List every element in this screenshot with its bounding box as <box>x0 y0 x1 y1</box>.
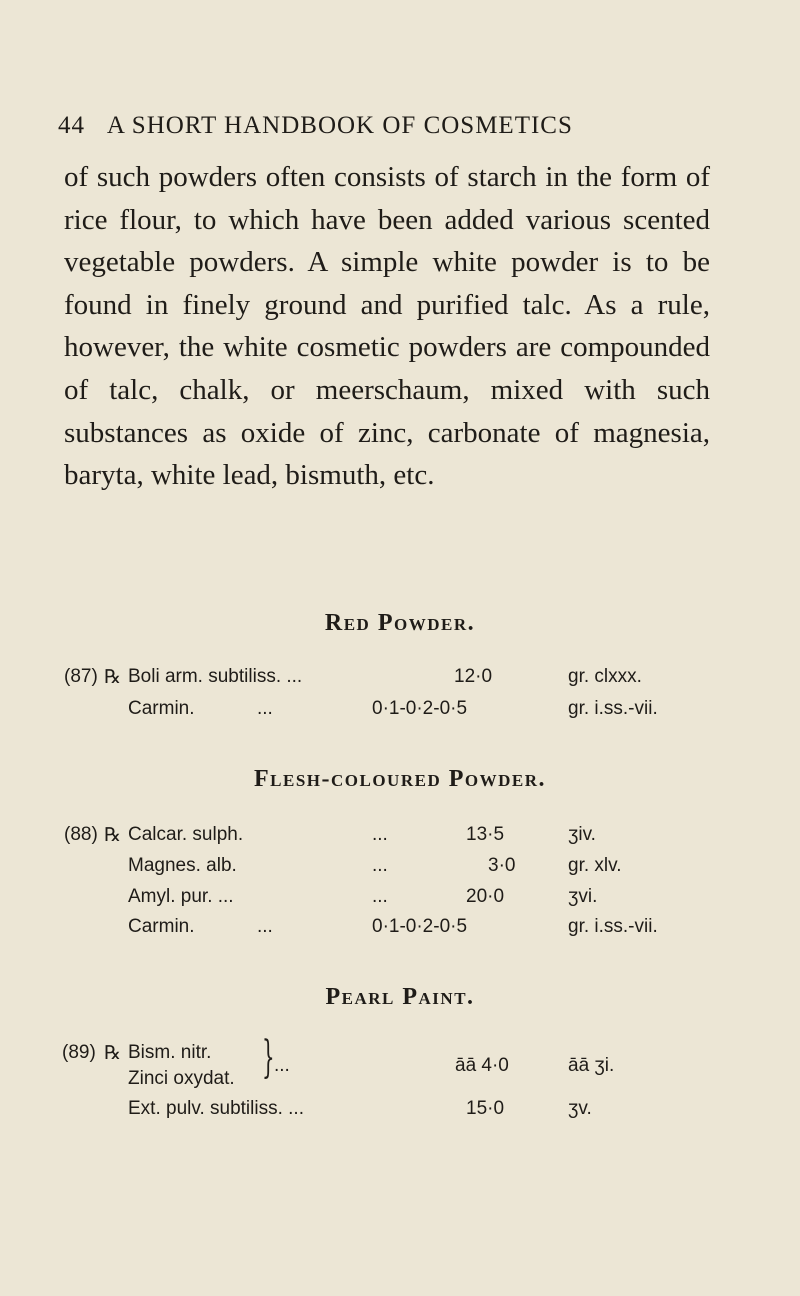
ingredient-name: Carmin. <box>128 698 195 719</box>
ingredient-amount: 0·1-0·2-0·5 <box>372 698 468 719</box>
ingredient-amount: 20·0 <box>466 886 505 907</box>
ingredient-apothecary: ʒiv. <box>568 824 596 845</box>
ingredient-name: Zinci oxydat. <box>128 1068 235 1089</box>
running-head <box>58 112 573 140</box>
ingredient-dots: ... <box>257 916 273 937</box>
ingredient-name: Carmin. <box>128 916 195 937</box>
ingredient-dots: ... <box>372 824 388 845</box>
body-paragraph: of such powders often consists of starch in the form of rice flour, to which have been added various scented vegetable powders. A simple white powder is to be found in finely ground and purified talc. As a rule, however, the white cosmetic powders are compounded of talc, chalk, or meerschaum, mixed with such substances as oxide of zinc, carbonate of magnesia, baryta, white lead, bismuth, etc. <box>64 161 710 492</box>
rx-symbol: ℞ <box>104 824 122 846</box>
recipe-heading-87: Red Powder. <box>324 610 476 636</box>
brace-icon: } <box>262 1032 275 1083</box>
ingredient-apothecary: gr. i.ss.-vii. <box>568 916 658 937</box>
rx-symbol: ℞ <box>104 1042 122 1064</box>
ingredient-amount: 15·0 <box>466 1098 505 1119</box>
ingredient-name: Amyl. pur. ... <box>128 886 234 907</box>
ingredient-dots: ... <box>372 855 388 876</box>
ingredient-apothecary: gr. i.ss.-vii. <box>568 698 658 719</box>
ingredient-apothecary: ʒvi. <box>568 886 598 907</box>
ingredient-name: Ext. pulv. subtiliss. ... <box>128 1098 304 1119</box>
ingredient-amount: āā 4·0 <box>455 1055 509 1076</box>
page-number: 44 <box>58 112 85 139</box>
ingredient-name: Bism. nitr. <box>128 1042 212 1063</box>
ingredient-amount: 13·5 <box>466 824 505 845</box>
ingredient-apothecary: āā ʒi. <box>568 1055 615 1076</box>
ingredient-apothecary: gr. clxxx. <box>568 666 642 687</box>
recipe-heading-88: Flesh-coloured Powder. <box>253 766 546 792</box>
book-title: A SHORT HANDBOOK OF COSMETICS <box>106 112 573 139</box>
ingredient-amount: 12·0 <box>454 666 493 687</box>
ingredient-apothecary: gr. xlv. <box>568 855 622 876</box>
recipe-number-89: (89) <box>62 1042 96 1063</box>
ingredient-name: Magnes. alb. <box>128 855 237 876</box>
recipe-number-88: (88) <box>64 824 98 845</box>
ingredient-amount: 3·0 <box>488 855 516 876</box>
rx-symbol: ℞ <box>104 666 122 688</box>
ingredient-dots: ... <box>274 1055 290 1076</box>
ingredient-name: Calcar. sulph. <box>128 824 244 845</box>
ingredient-dots: ... <box>257 698 273 719</box>
recipe-heading-89: Pearl Paint. <box>325 984 475 1010</box>
ingredient-dots: ... <box>372 886 388 907</box>
ingredient-name: Boli arm. subtiliss. ... <box>128 666 303 687</box>
recipe-number-87: (87) <box>64 666 98 687</box>
ingredient-amount: 0·1-0·2-0·5 <box>372 916 468 937</box>
ingredient-apothecary: ʒv. <box>568 1098 592 1119</box>
